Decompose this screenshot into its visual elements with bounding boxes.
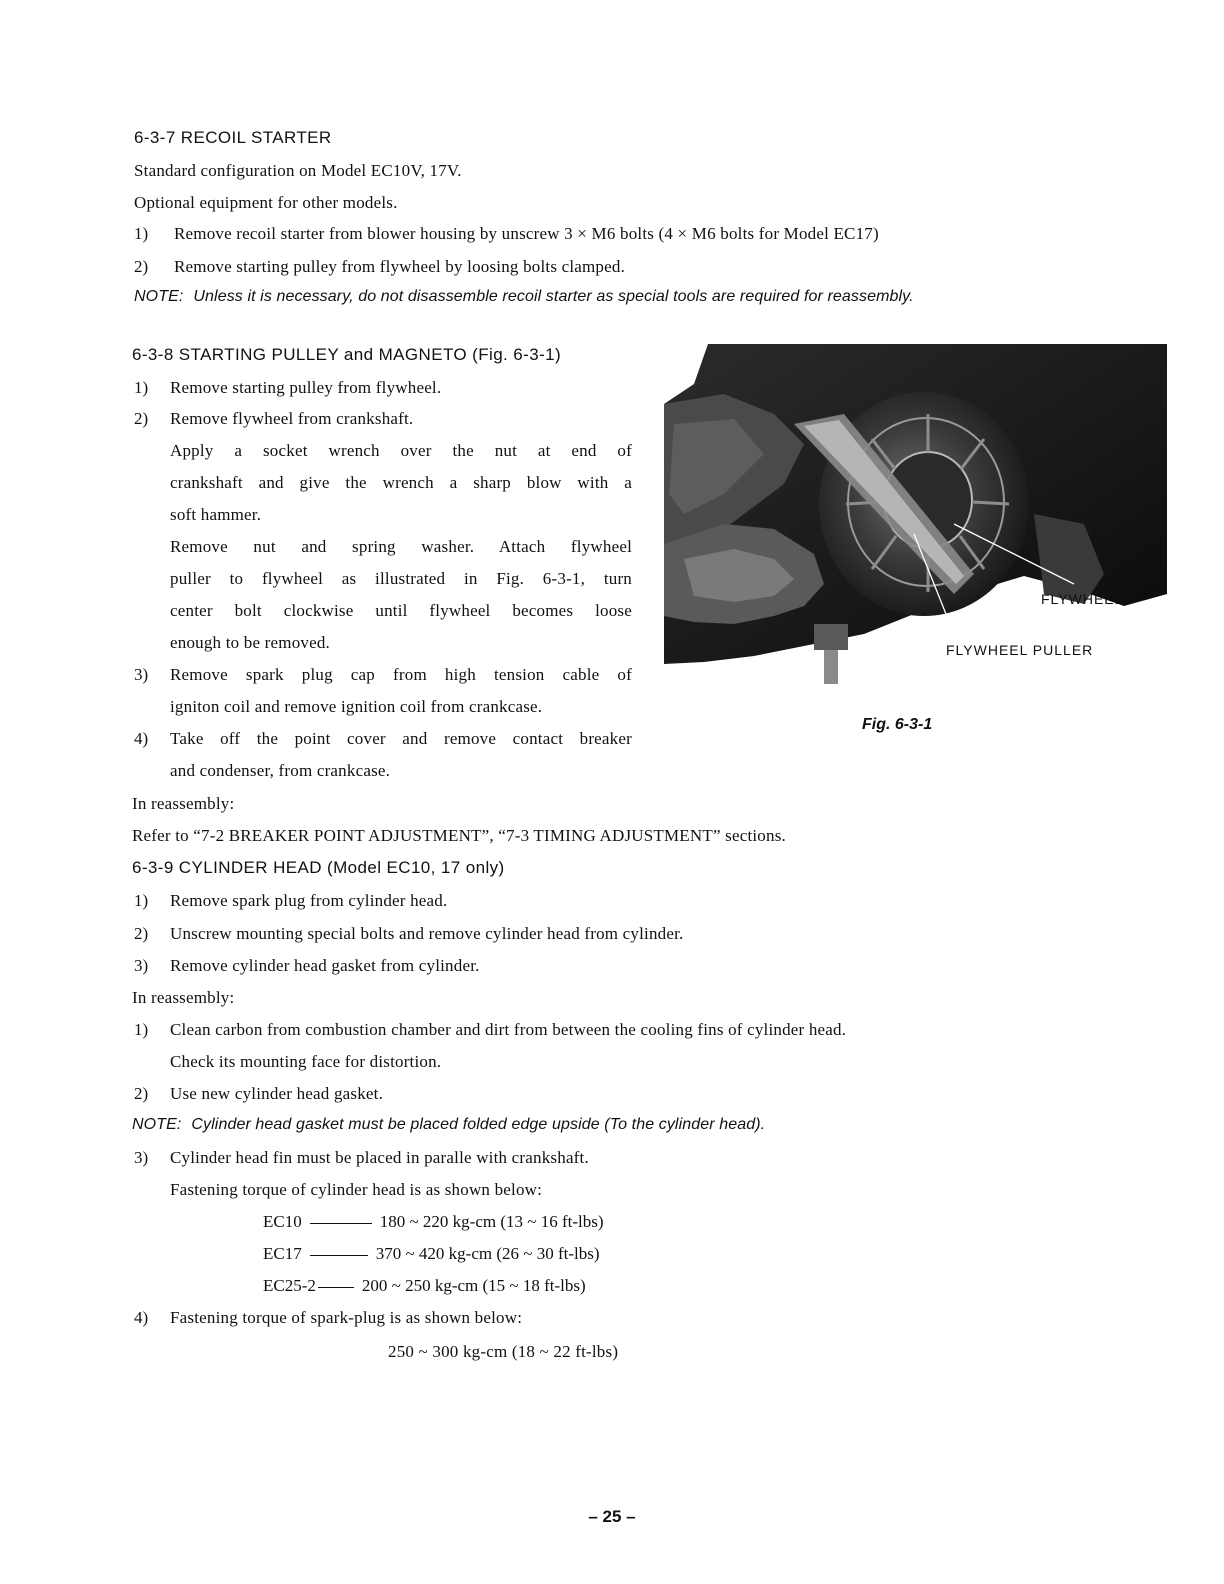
text-line: Refer to “7-2 BREAKER POINT ADJUSTMENT”, “7-3 TIMING ADJUSTMENT” sections. (132, 826, 786, 845)
list-item: Take off the point cover and remove contact breaker (170, 729, 632, 748)
list-item: Remove spark plug from cylinder head. (170, 891, 448, 910)
note (134, 288, 914, 306)
list-item: Unscrew mounting special bolts and remove cylinder head from cylinder. (170, 924, 684, 943)
text-line: crankshaft and give the wrench a sharp blow with a (170, 473, 632, 492)
torque-model: EC17 (263, 1244, 302, 1263)
text-line: puller to flywheel as illustrated in Fig. 6-3-1, turn (170, 569, 632, 588)
list-number: 1) (134, 1020, 149, 1039)
list-item: Remove flywheel from crankshaft. (170, 409, 414, 428)
torque-row (263, 1244, 600, 1264)
page-number: – 25 – (588, 1507, 636, 1526)
note-label: NOTE: (134, 288, 184, 305)
section-heading-starting-pulley: 6-3-8 STARTING PULLEY and MAGNETO (Fig. 6-3-1) (132, 345, 562, 364)
note-text: Cylinder head gasket must be placed folded edge upside (To the cylinder head). (191, 1116, 766, 1133)
callout-flywheel: FLYWHEEL (1041, 591, 1124, 607)
text-line: Standard configuration on Model EC10V, 17V. (134, 161, 462, 180)
list-number: 2) (134, 257, 149, 276)
list-item: Remove starting pulley from flywheel. (170, 378, 442, 397)
reassembly-label: In reassembly: (132, 988, 235, 1007)
note-text: Unless it is necessary, do not disassemble recoil starter as special tools are required for reassembly. (193, 288, 914, 305)
torque-value: 370 ~ 420 kg-cm (26 ~ 30 ft-lbs) (375, 1244, 600, 1263)
list-number: 3) (134, 665, 149, 684)
reassembly-label: In reassembly: (132, 794, 235, 813)
list-item: Fastening torque of spark-plug is as shown below: (170, 1308, 523, 1327)
note (132, 1116, 765, 1134)
list-number: 3) (134, 956, 149, 975)
figure-caption: Fig. 6-3-1 (862, 716, 933, 733)
torque-value: 200 ~ 250 kg-cm (15 ~ 18 ft-lbs) (361, 1276, 586, 1295)
spark-plug-torque: 250 ~ 300 kg-cm (18 ~ 22 ft-lbs) (388, 1342, 619, 1361)
list-number: 1) (134, 891, 149, 910)
note-label: NOTE: (132, 1116, 182, 1133)
torque-model: EC10 (263, 1212, 302, 1231)
text-line: center bolt clockwise until flywheel becomes loose (170, 601, 632, 620)
text-line: enough to be removed. (170, 633, 330, 652)
list-number: 4) (134, 729, 149, 748)
text-line: igniton coil and remove ignition coil from crankcase. (170, 697, 543, 716)
list-number: 2) (134, 924, 149, 943)
list-item: Remove recoil starter from blower housing by unscrew 3 × M6 bolts (4 × M6 bolts for Model EC17) (174, 224, 879, 243)
list-number: 2) (134, 409, 149, 428)
text-line: soft hammer. (170, 505, 262, 524)
list-number: 1) (134, 378, 149, 397)
list-item: Remove cylinder head gasket from cylinder. (170, 956, 480, 975)
text-line: Check its mounting face for distortion. (170, 1052, 442, 1071)
list-item: Remove starting pulley from flywheel by loosing bolts clamped. (174, 257, 626, 276)
text-line: Fastening torque of cylinder head is as shown below: (170, 1180, 543, 1199)
list-item: Clean carbon from combustion chamber and dirt from between the cooling fins of cylinder head. (170, 1020, 847, 1039)
text-line: Optional equipment for other models. (134, 193, 398, 212)
list-number: 3) (134, 1148, 149, 1167)
text-line: and condenser, from crankcase. (170, 761, 391, 780)
flywheel-photo (664, 344, 1167, 684)
list-item: Use new cylinder head gasket. (170, 1084, 384, 1103)
list-item: Remove spark plug cap from high tension cable of (170, 665, 632, 684)
text-line: Remove nut and spring washer. Attach flywheel (170, 537, 632, 556)
callout-flywheel-puller: FLYWHEEL PULLER (946, 642, 1094, 658)
list-number: 4) (134, 1308, 149, 1327)
section-heading-cylinder-head: 6-3-9 CYLINDER HEAD (Model EC10, 17 only) (132, 858, 505, 877)
list-number: 1) (134, 224, 149, 243)
torque-value: 180 ~ 220 kg-cm (13 ~ 16 ft-lbs) (379, 1212, 604, 1231)
text-line: Apply a socket wrench over the nut at end of (170, 441, 632, 460)
list-number: 2) (134, 1084, 149, 1103)
torque-row (263, 1276, 586, 1296)
torque-model: EC25-2 (263, 1276, 316, 1295)
list-item: Cylinder head fin must be placed in paralle with crankshaft. (170, 1148, 589, 1167)
section-heading-recoil-starter: 6-3-7 RECOIL STARTER (134, 128, 332, 147)
torque-row (263, 1212, 604, 1232)
